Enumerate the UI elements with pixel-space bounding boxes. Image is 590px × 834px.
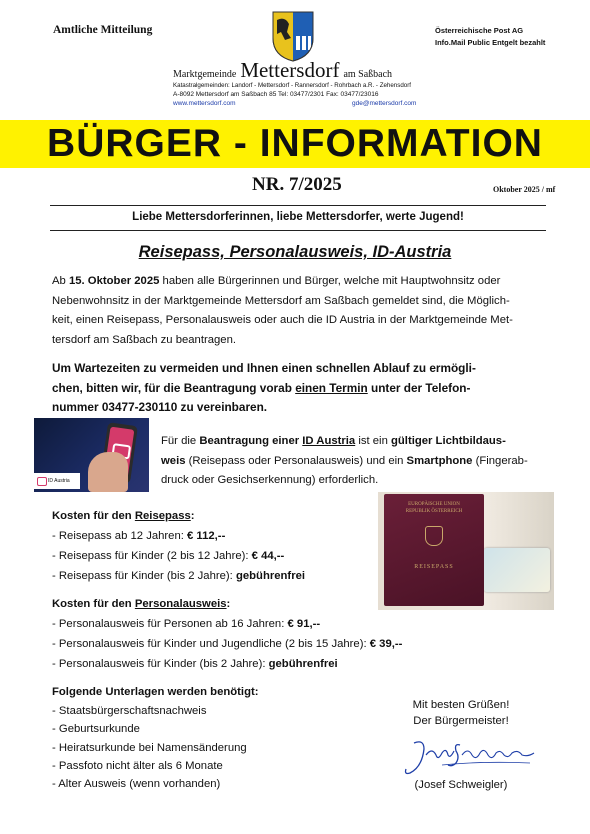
cadastral-line: Katastralgemeinden: Landorf - Mettersdorf - Rannersdorf - Rohrbach a.R. - Zehensdorf	[173, 82, 411, 89]
passport-item-text: - Reisepass ab 12 Jahren:	[52, 530, 188, 542]
id-l2-rest: (Reisepass oder Personalausweis) und ein	[185, 454, 407, 467]
greeting-text: Liebe Mettersdorferinnen, liebe Mettersdorfer, werte Jugend!	[132, 211, 464, 223]
list-item: - Staatsbürgerschaftsnachweis	[52, 705, 207, 718]
title-banner	[0, 120, 590, 168]
passport-line1: EUROPÄISCHE UNION	[408, 502, 460, 507]
id-l1-pre: Für die	[161, 435, 200, 447]
hand-shape	[88, 452, 128, 492]
appointment-l2: chen, bitten wir, für die Beantragung vorab	[52, 380, 296, 395]
id-item-price: € 91,--	[287, 618, 321, 630]
eagle-emblem-icon	[425, 526, 443, 546]
id-item-text: - Personalausweis für Kinder und Jugendliche (2 bis 15 Jahre):	[52, 638, 370, 650]
greeting-box	[50, 205, 546, 231]
passport-item-text: - Reisepass für Kinder (2 bis 12 Jahre):	[52, 550, 252, 562]
post-line-2: Info.Mail Public Entgelt bezahlt	[435, 38, 546, 47]
id-card-image	[484, 548, 550, 592]
id-heading-pre: Kosten für den	[52, 598, 135, 610]
passport-image	[378, 492, 554, 610]
id-item-text: - Personalausweis für Personen ab 16 Jahren:	[52, 618, 288, 630]
list-item: - Passfoto nicht älter als 6 Monate	[52, 759, 223, 772]
appointment-l2-end: unter der Telefon-	[367, 380, 471, 395]
id-austria-image-label: ID Austria	[48, 478, 70, 484]
passport-line2: REPUBLIK ÖSTERREICH	[405, 509, 463, 514]
passport-heading-end: :	[190, 510, 195, 522]
id-heading-end: :	[226, 598, 231, 610]
id-l2-bold2: Smartphone	[406, 454, 473, 467]
official-notice: Amtliche Mitteilung	[53, 24, 153, 36]
list-item: - Heiratsurkunde bei Namensänderung	[52, 741, 247, 754]
municipality-title	[173, 58, 392, 83]
id-austria-link: ID Austria	[302, 435, 356, 447]
id-austria-paragraph	[161, 432, 561, 491]
id-heading-u: Personalausweis	[134, 598, 227, 610]
passport-word: REISEPASS	[414, 564, 454, 570]
intro-pre: Ab	[52, 275, 69, 287]
closing-line1: Mit besten Grüßen!	[412, 699, 510, 711]
website-link[interactable]: www.mettersdorf.com	[173, 100, 236, 107]
municipality-name: Mettersdorf	[240, 58, 340, 82]
banner-title: BÜRGER - INFORMATION	[47, 122, 543, 165]
list-item: - Geburtsurkunde	[52, 723, 140, 736]
id-austria-image	[34, 418, 149, 492]
closing-line2: Der Bürgermeister!	[413, 715, 509, 727]
id-l1-bold: Beantragung einer	[199, 435, 303, 447]
passport-heading-pre: Kosten für den	[52, 510, 135, 522]
list-item	[52, 546, 372, 566]
id-l2-bold: weis	[161, 454, 186, 467]
passport-booklet	[384, 494, 484, 606]
passport-item-price: € 44,--	[251, 550, 285, 562]
appointment-l3: nummer 03477-230110 zu vereinbaren.	[52, 400, 268, 414]
issue-number: NR. 7/2025	[252, 174, 342, 195]
appointment-link: einen Termin	[295, 380, 368, 395]
passport-costs	[52, 506, 372, 586]
municipality-prefix: Marktgemeinde	[173, 69, 237, 80]
list-item	[52, 614, 512, 634]
section-title: Reisepass, Personalausweis, ID-Austria	[138, 243, 452, 261]
issue-date: Oktober 2025 / mf	[493, 185, 556, 194]
list-item	[52, 526, 372, 546]
intro-paragraph	[52, 272, 552, 350]
passport-item-price: € 112,--	[187, 530, 226, 542]
address-line: A-8092 Mettersdorf am Saßbach 85 Tel: 03477/2301 Fax: 03477/23016	[173, 91, 379, 98]
id-card-costs	[52, 594, 512, 674]
id-item-text: - Personalausweis für Kinder (bis 2 Jahre):	[52, 658, 269, 670]
signature	[402, 735, 552, 779]
list-item: - Alter Ausweis (wenn vorhanden)	[52, 778, 221, 791]
id-l1-bold2: gültiger Lichtbildaus-	[391, 435, 506, 447]
id-l2-end: (Fingerab-	[472, 454, 528, 467]
list-item	[52, 566, 372, 586]
municipality-suffix: am Saßbach	[343, 69, 393, 80]
documents-heading: Folgende Unterlagen werden benötigt:	[52, 686, 259, 698]
passport-item-text: - Reisepass für Kinder (bis 2 Jahre):	[52, 570, 236, 582]
intro-l3: keit, einen Reisepass, Personalausweis oder auch die ID Austria in der Marktgemeinde Met-	[52, 314, 513, 326]
id-l3: druck oder Gesichserkennung) erforderlich.	[161, 474, 379, 486]
email-link[interactable]: gde@mettersdorf.com	[352, 100, 417, 107]
appointment-l1: Um Wartezeiten zu vermeiden und Ihnen einen schnellen Ablauf zu ermögli-	[52, 361, 476, 375]
post-line-1: Österreichische Post AG	[435, 26, 524, 35]
list-item	[52, 634, 512, 654]
mayor-name: (Josef Schweigler)	[414, 779, 508, 791]
id-austria-logo-icon	[37, 477, 47, 486]
appointment-paragraph	[52, 359, 552, 418]
closing-block	[388, 697, 534, 729]
list-item	[52, 654, 512, 674]
id-item-price: € 39,--	[369, 638, 403, 650]
passport-item-price: gebührenfrei	[235, 570, 306, 582]
coat-of-arms-logo	[271, 10, 315, 62]
intro-date: 15. Oktober 2025	[68, 275, 160, 287]
intro-l1: haben alle Bürgerinnen und Bürger, welche mit Hauptwohnsitz oder	[159, 275, 501, 287]
intro-l2: Nebenwohnsitz in der Marktgemeinde Mettersdorf am Saßbach gemeldet sind, die Möglich-	[52, 294, 510, 307]
id-item-price: gebührenfrei	[268, 658, 338, 670]
passport-heading-u: Reisepass	[134, 510, 191, 522]
id-l1-mid: ist ein	[355, 435, 391, 447]
documents-list	[52, 683, 372, 793]
intro-l4: tersdorf am Saßbach zu beantragen.	[52, 333, 236, 346]
